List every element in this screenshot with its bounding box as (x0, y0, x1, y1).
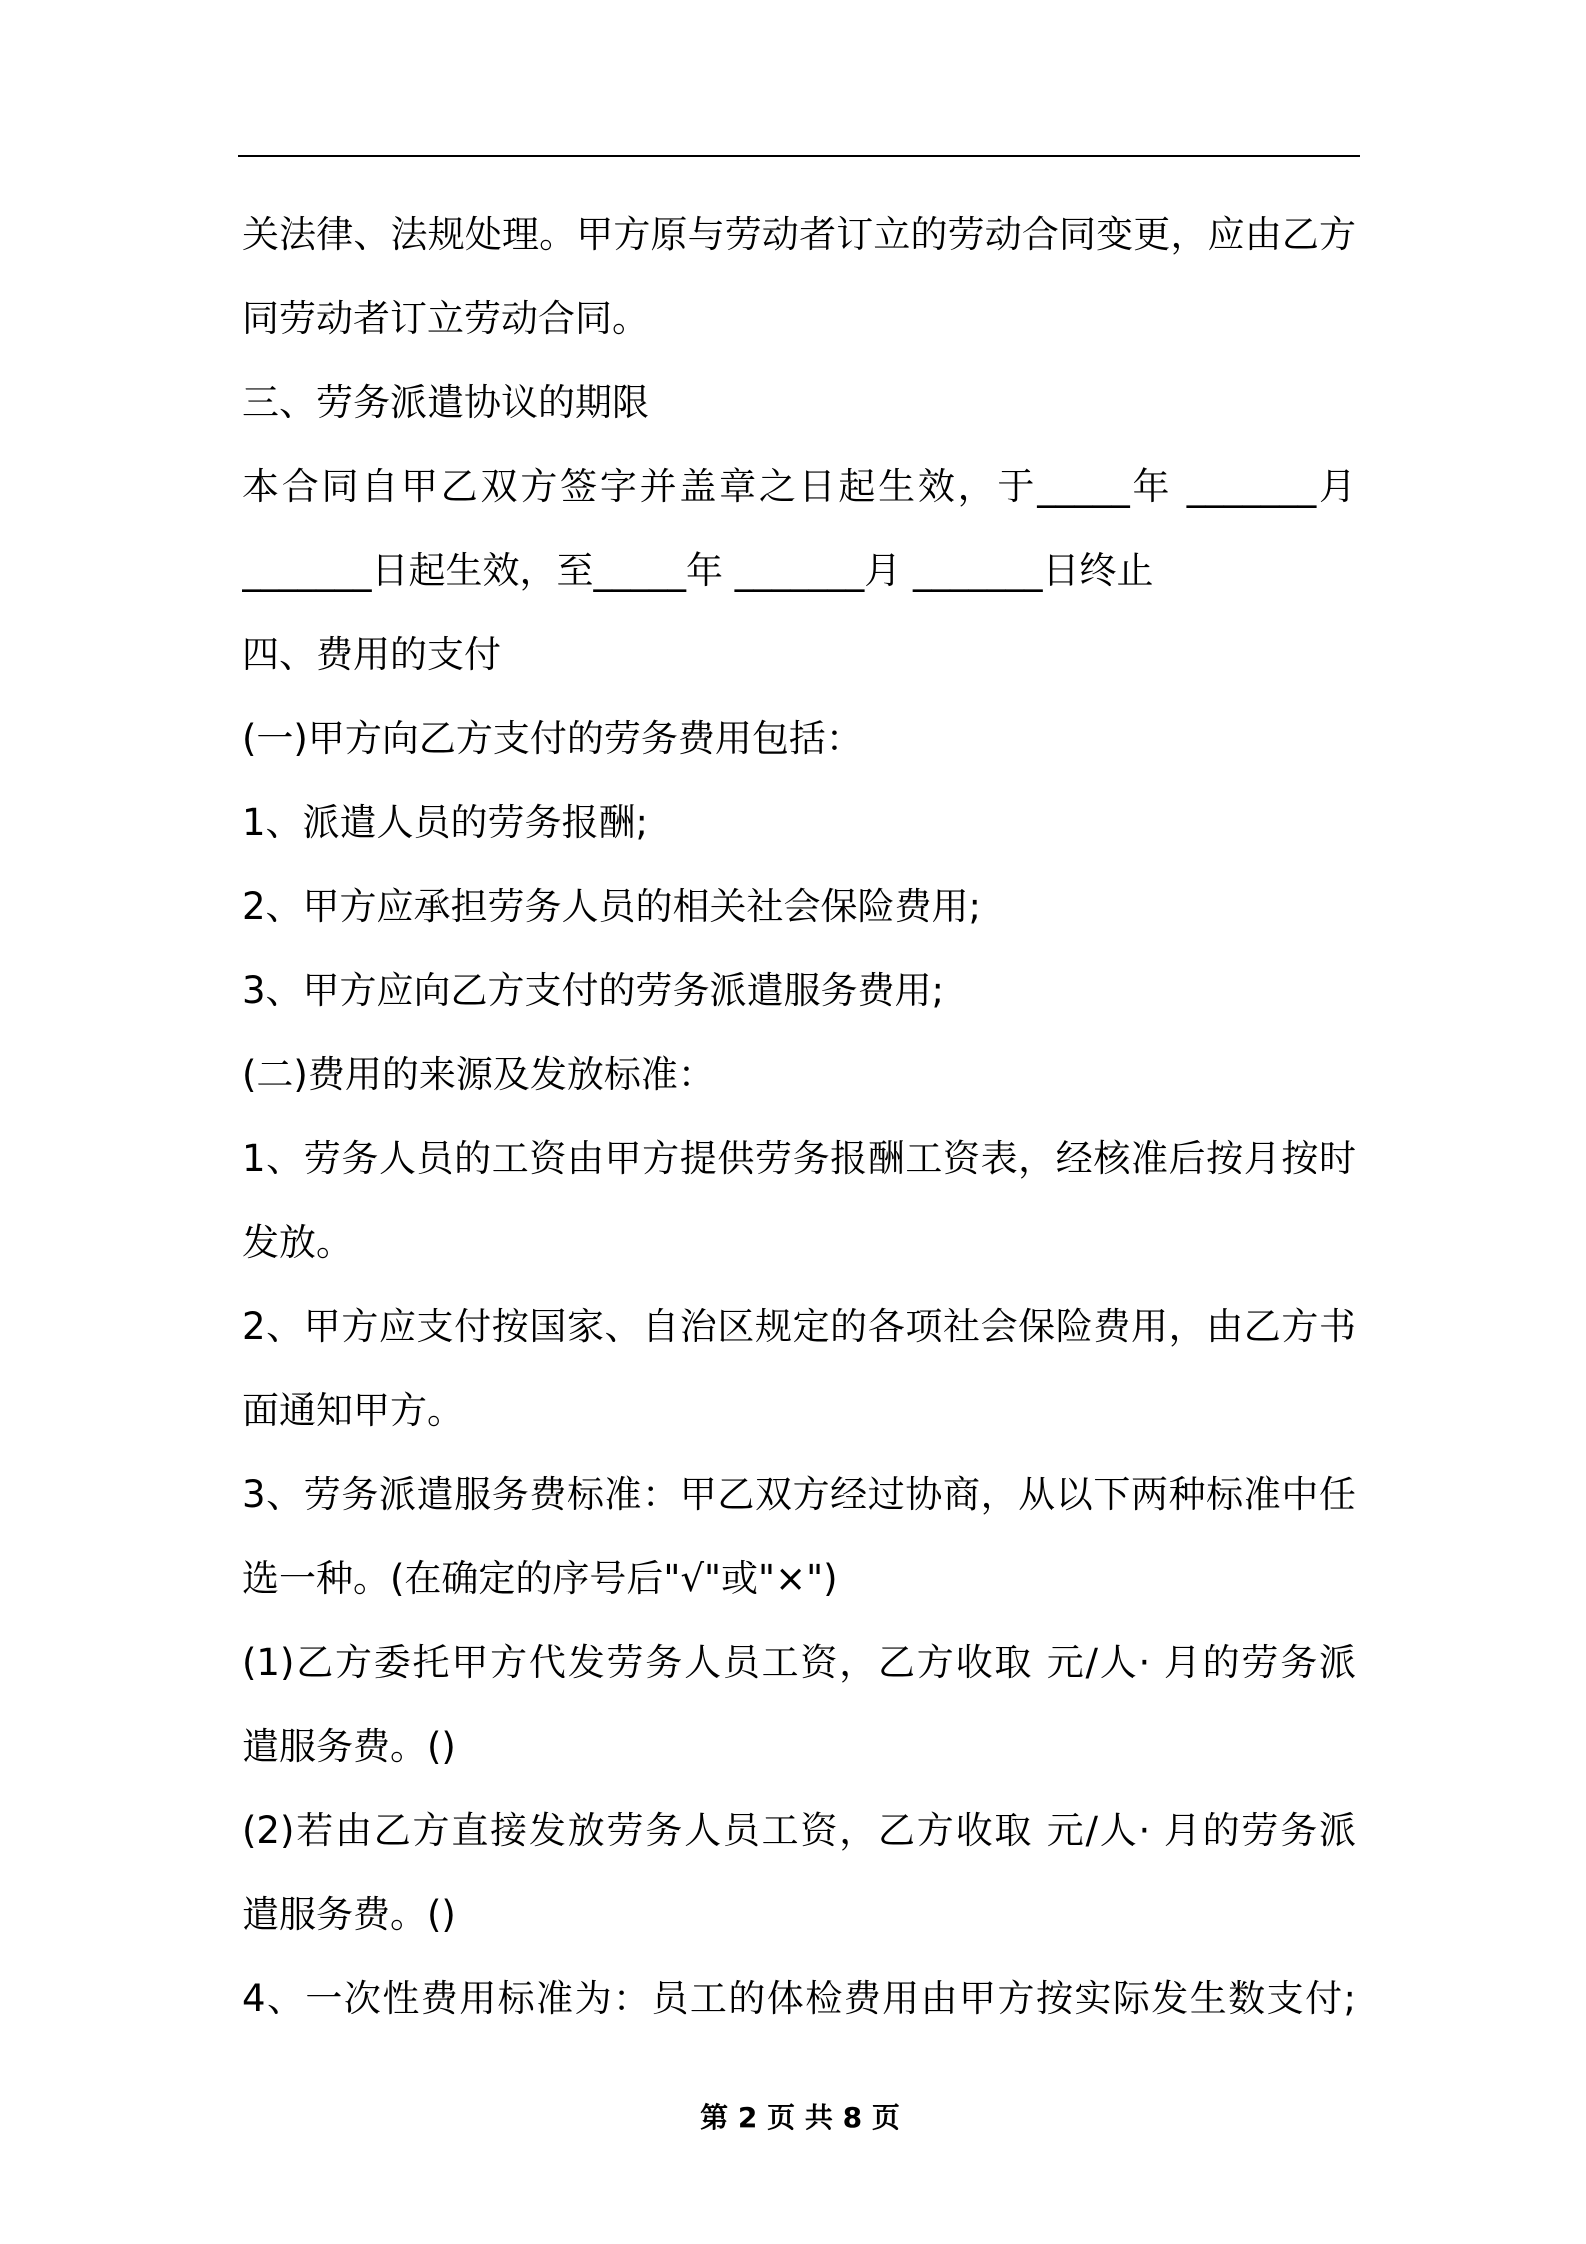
section-heading: 四、费用的支付 (242, 633, 501, 676)
document-body (242, 193, 1356, 2041)
list-item: 2、甲方应支付按国家、自治区规定的各项社会保险费用，由乙方书 (242, 1305, 1356, 1348)
list-item: 1、派遣人员的劳务报酬; (242, 801, 649, 844)
subsection-heading: (二)费用的来源及发放标准： (242, 1053, 715, 1096)
header-rule (238, 155, 1360, 157)
body-line: 发放。 (242, 1221, 353, 1264)
body-line: _______日起生效，至_____年 _______月 _______日终止 (242, 549, 1154, 592)
body-line: 遣服务费。() (242, 1893, 456, 1936)
list-item: 1、劳务人员的工资由甲方提供劳务报酬工资表，经核准后按月按时 (242, 1137, 1356, 1180)
body-line: 选一种。(在确定的序号后"√"或"×") (242, 1557, 838, 1600)
list-item: 4、一次性费用标准为：员工的体检费用由甲方按实际发生数支付; (242, 1977, 1356, 2020)
body-line: 本合同自甲乙双方签字并盖章之日起生效，于_____年 _______月 (242, 465, 1356, 508)
list-item: 3、甲方应向乙方支付的劳务派遣服务费用; (242, 969, 945, 1012)
body-line: 关法律、法规处理。甲方原与劳动者订立的劳动合同变更，应由乙方 (242, 213, 1356, 256)
list-item: 2、甲方应承担劳务人员的相关社会保险费用; (242, 885, 982, 928)
body-line: 遣服务费。() (242, 1725, 456, 1768)
list-item: 3、劳务派遣服务费标准：甲乙双方经过协商，从以下两种标准中任 (242, 1473, 1356, 1516)
section-heading: 三、劳务派遣协议的期限 (242, 381, 649, 424)
body-line: 面通知甲方。 (242, 1389, 464, 1432)
body-line: 同劳动者订立劳动合同。 (242, 297, 649, 340)
list-item: (2)若由乙方直接发放劳务人员工资，乙方收取 元/人· 月的劳务派 (242, 1809, 1356, 1852)
list-item: (1)乙方委托甲方代发劳务人员工资，乙方收取 元/人· 月的劳务派 (242, 1641, 1356, 1684)
page-number-footer: 第 2 页 共 8 页 (700, 2101, 900, 2134)
subsection-heading: (一)甲方向乙方支付的劳务费用包括： (242, 717, 863, 760)
